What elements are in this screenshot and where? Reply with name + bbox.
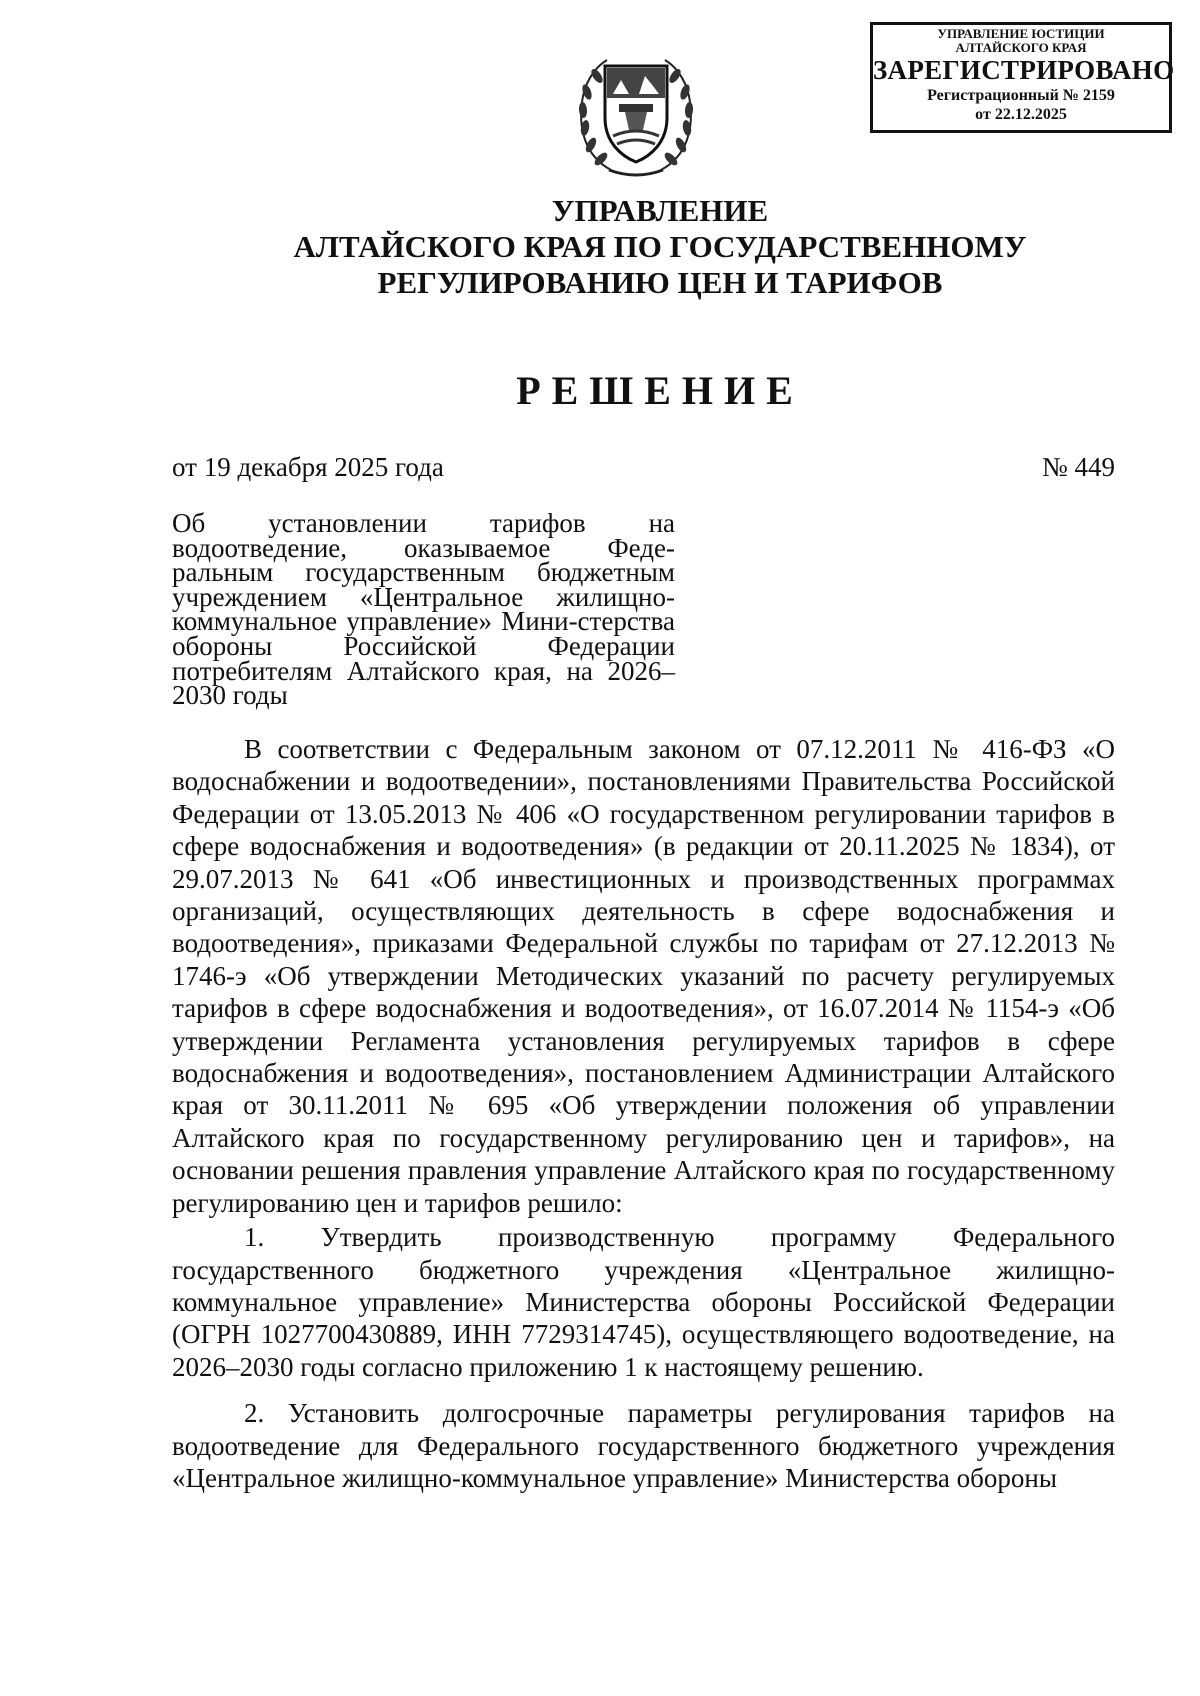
stamp-reg-number: Регистрационный № 2159 [927,87,1115,104]
decision-number: № 449 [1041,452,1115,482]
body-paragraph-preamble: В соответствии с Федеральным законом от 07.12.2011 № 416-ФЗ «О водоснабжении и водоотведении», постановлениями Правительства Российской Федерации от 13.05.2013 № 406 «О государственном регулировании тарифов в сфере водоснабжения и водоотведения» (в редакции от 20.11.2025 № 1834), от 29.07.2013 № 641 «Об инвестиционных и производственных программах организаций, осуществляющих деятельность в сфере водоснабжения и водоотведения», приказами Федеральной службы по тарифам от 27.12.2013 № 1746-э «Об утверждении Методических указаний по расчету регулируемых тарифов в сфере водоснабжения и водоотведения», от 16.07.2014 № 1154-э «Об утверждении Регламента установления регулируемых тарифов в сфере водоснабжения и водоотведения», постановлением Администрации Алтайского края от 30.11.2011 № 695 «Об утверждении положения об управлении Алтайского края по государственному регулированию цен и тарифов», на основании решения правления управление Алтайского края по государственному регулированию цен и тарифов решило: [172,734,1115,1218]
coat-of-arms-emblem [573,46,699,180]
stamp-status: ЗАРЕГИСТРИРОВАНО [873,55,1175,85]
decision-subject: Об установлении тарифов на водоотведение, оказываемое Феде-ральным государственным бюджетным учреждением «Центральное жилищно-коммунальное управление» Мини-стерства обороны Российской Федерации потребителям Алтайского края, на 2026–2030 годы [172,508,675,711]
decision-date: от 19 декабря 2025 года [172,452,444,482]
body-paragraph-item-2: 2. Установить долгосрочные параметры регулирования тарифов на водоотведение для Федерального государственного бюджетного учреждения «Центральное жилищно-коммунальное управление» Министерства обороны [172,1398,1115,1493]
stamp-reg-date: от 22.12.2025 [975,106,1067,123]
decision-body [172,733,1115,1494]
stamp-line-2: АЛТАЙСКОГО КРАЯ [955,40,1087,55]
org-line-3: РЕГУЛИРОВАНИЮ ЦЕН И ТАРИФОВ [377,265,943,300]
body-paragraph-item-1: 1. Утвердить производственную программу Федерального государственного бюджетного учреждения «Центральное жилищно-коммунальное управление» Министерства обороны Российской Федерации (ОГРН 1027700430889, ИНН 7729314745), осуществляющего водоотведение, на 2026–2030 годы согласно приложению 1 к настоящему решению. [172,1222,1115,1382]
organization-header [160,193,1160,301]
document-type-title: РЕШЕНИЕ [516,368,804,413]
org-line-2: АЛТАЙСКОГО КРАЯ ПО ГОСУДАРСТВЕННОМУ [293,229,1027,264]
registration-stamp [870,22,1175,133]
stamp-line-1: УПРАВЛЕНИЕ ЮСТИЦИИ [937,26,1105,41]
org-line-1: УПРАВЛЕНИЕ [551,193,769,228]
